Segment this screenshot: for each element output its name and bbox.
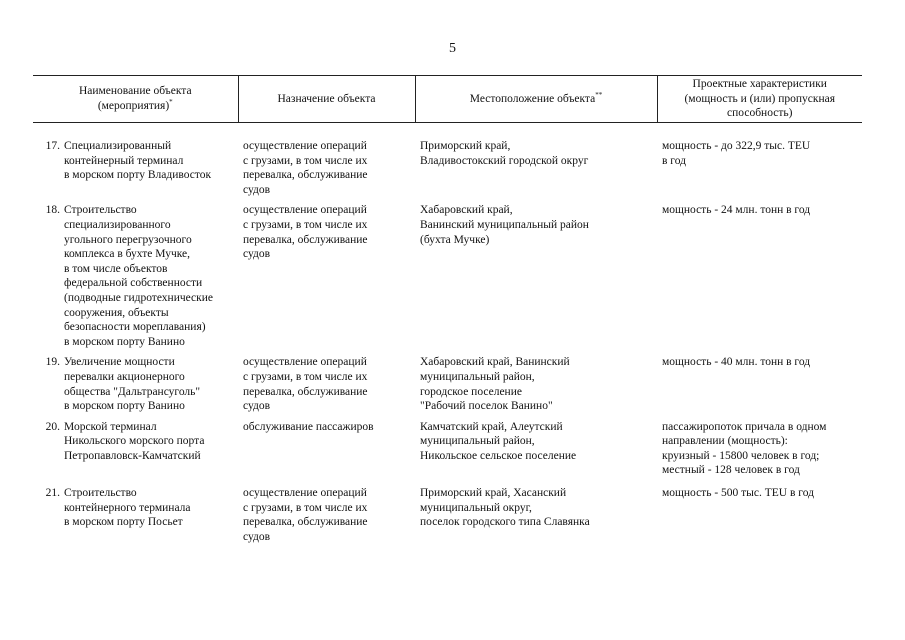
- cell-characteristics: пассажиропоток причала в одном направлении (мощность): круизный - 15800 человек в год; местный - 128 человек в год: [662, 420, 827, 477]
- objects-table: [33, 75, 862, 544]
- cell-purpose: осуществление операций с грузами, в том числе их перевалка, обслуживание судов: [243, 204, 368, 261]
- cell-name: 18. Строительство специализированного угольного перегрузочного комплекса в бухте Мучке, в том числе объектов федеральной собственности (подводные гидротехнические сооружения, объекты безопасности мореплавания) в морском порту Ванино: [33, 203, 238, 349]
- cell-characteristics: мощность - 24 млн. тонн в год: [662, 204, 811, 217]
- page-number: 5: [449, 41, 456, 56]
- header-location: Местоположение объекта**: [415, 76, 657, 123]
- table-row: [33, 486, 862, 544]
- cell-location: Хабаровский край, Ванинский муниципальный район (бухта Мучке): [420, 204, 589, 246]
- cell-name: 17. Специализированный контейнерный терминал в морском порту Владивосток: [33, 139, 238, 197]
- cell-name: 20. Морской терминал Никольского морского порта Петропавловск-Камчатский: [33, 420, 238, 478]
- cell-location: Приморский край, Хасанский муниципальный округ, поселок городского типа Славянка: [420, 487, 590, 529]
- table-header-row: [33, 76, 862, 123]
- row-number: 20.: [45, 420, 60, 433]
- cell-location: Приморский край, Владивостокский городской округ: [420, 140, 589, 167]
- cell-name: 21. Строительство контейнерного терминала в морском порту Посьет: [33, 486, 238, 544]
- cell-characteristics: мощность - до 322,9 тыс. TEU в год: [662, 140, 811, 167]
- row-number: 21.: [45, 487, 60, 500]
- cell-name: 19. Увеличение мощности перевалки акционерного общества "Дальтрансуголь" в морском порту Ванино: [33, 355, 238, 413]
- row-number: 18.: [45, 204, 60, 217]
- table-row: [33, 420, 862, 478]
- row-number: 17.: [45, 140, 60, 152]
- cell-purpose: осуществление операций с грузами, в том числе их перевалка, обслуживание судов: [243, 356, 368, 413]
- cell-location: Хабаровский край, Ванинский муниципальный район, городское поселение "Рабочий поселок Ванино": [420, 356, 570, 413]
- table-row: [33, 203, 862, 349]
- cell-purpose: обслуживание пассажиров: [243, 420, 374, 433]
- cell-purpose: осуществление операций с грузами, в том числе их перевалка, обслуживание судов: [243, 140, 368, 196]
- cell-purpose: осуществление операций с грузами, в том числе их перевалка, обслуживание судов: [243, 487, 368, 543]
- cell-characteristics: мощность - 500 тыс. TEU в год: [662, 487, 814, 500]
- cell-characteristics: мощность - 40 млн. тонн в год: [662, 356, 811, 369]
- header-purpose: Назначение объекта: [238, 76, 415, 123]
- table-row: [33, 139, 862, 197]
- header-name: Наименование объекта (мероприятия)*: [33, 76, 238, 123]
- header-characteristics: Проектные характеристики (мощность и (или) пропускная способность): [657, 76, 862, 123]
- cell-location: Камчатский край, Алеутский муниципальный район, Никольское сельское поселение: [420, 420, 577, 462]
- row-number: 19.: [45, 356, 60, 369]
- table-row: [33, 355, 862, 413]
